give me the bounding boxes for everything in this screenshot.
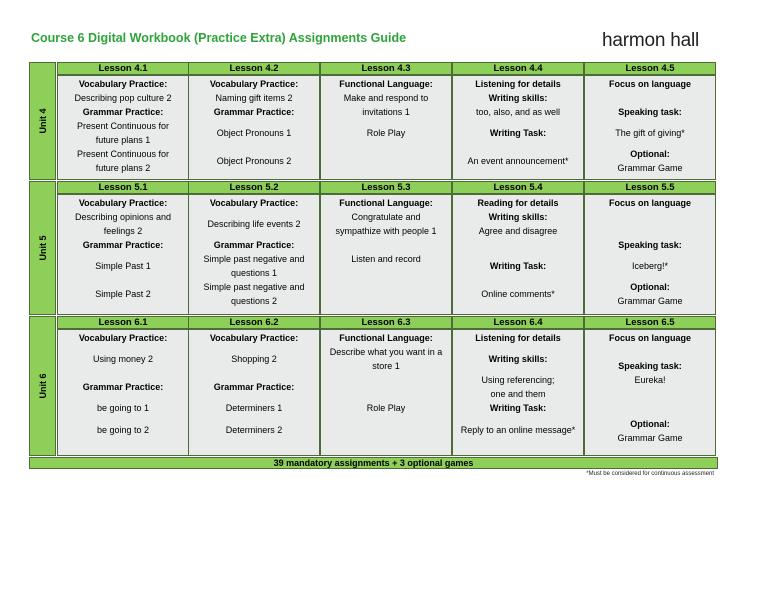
- section-heading: Writing skills:: [488, 212, 548, 222]
- section-heading: Focus on language: [608, 79, 691, 89]
- lesson-header: Lesson 4.5: [584, 62, 716, 75]
- assignment-item: Make and respond to: [343, 93, 429, 103]
- section-heading: Writing skills:: [488, 354, 548, 364]
- assignment-item: Grammar Game: [617, 163, 683, 173]
- lesson-header: Lesson 4.3: [320, 62, 452, 75]
- assignment-item: Simple Past 2: [95, 289, 151, 299]
- assignment-item: sympathize with people 1: [335, 226, 437, 236]
- section-heading: Grammar Practice:: [213, 240, 295, 250]
- assignment-item: Listen and record: [351, 254, 421, 264]
- assignment-item: The gift of giving*: [615, 128, 685, 138]
- lesson-header: Lesson 4.2: [188, 62, 320, 75]
- lesson-header: Lesson 6.3: [320, 316, 452, 329]
- section-heading: Vocabulary Practice:: [209, 198, 299, 208]
- assignment-item: Role Play: [366, 403, 406, 413]
- section-heading: Writing Task:: [489, 128, 547, 138]
- section-heading: Optional:: [630, 149, 670, 159]
- total-assignments-bar: 39 mandatory assignments + 3 optional games: [29, 457, 718, 469]
- assignment-item: Reply to an online message*: [460, 425, 576, 435]
- section-heading: Functional Language:: [339, 198, 433, 208]
- section-heading: Grammar Practice:: [213, 382, 295, 392]
- section-heading: Writing skills:: [488, 93, 548, 103]
- section-heading: Speaking task:: [618, 107, 682, 117]
- section-heading: Functional Language:: [339, 79, 433, 89]
- assignment-item: store 1: [372, 361, 400, 371]
- section-heading: Listening for details: [475, 79, 561, 89]
- lesson-header: Lesson 4.4: [452, 62, 584, 75]
- assignment-item: Online comments*: [481, 289, 555, 299]
- lesson-assignments-cell: [584, 75, 716, 180]
- assignment-item: be going to 2: [96, 425, 150, 435]
- section-heading: Grammar Practice:: [82, 240, 164, 250]
- assignment-item: future plans 1: [95, 135, 151, 145]
- section-heading: Reading for details: [477, 198, 559, 208]
- assignment-item: invitations 1: [362, 107, 410, 117]
- section-heading: Functional Language:: [339, 333, 433, 343]
- assignment-item: Describing life events 2: [207, 219, 301, 229]
- assignment-item: Role Play: [366, 128, 406, 138]
- section-heading: Writing Task:: [489, 261, 547, 271]
- section-heading: Focus on language: [608, 198, 691, 208]
- lesson-assignments-cell: [188, 194, 320, 315]
- section-heading: Grammar Practice:: [82, 107, 164, 117]
- assignment-item: Eureka!: [634, 375, 666, 385]
- lesson-assignments-cell: [452, 75, 584, 180]
- assignment-item: Describing opinions and: [74, 212, 172, 222]
- assignment-item: Shopping 2: [231, 354, 277, 364]
- lesson-header: Lesson 4.1: [57, 62, 189, 75]
- unit-label-text: Unit 5: [37, 235, 48, 261]
- unit-label-text: Unit 4: [37, 108, 48, 134]
- lesson-assignments-cell: [584, 329, 716, 456]
- lesson-assignments-cell: [57, 75, 189, 180]
- lesson-assignments-cell: [188, 75, 320, 180]
- assignment-item: Congratulate and: [351, 212, 421, 222]
- lesson-assignments-cell: [584, 194, 716, 315]
- assignment-item: Iceberg!*: [631, 261, 669, 271]
- lesson-assignments-cell: [320, 194, 452, 315]
- assignment-item: Grammar Game: [617, 433, 683, 443]
- section-heading: Vocabulary Practice:: [209, 333, 299, 343]
- lesson-assignments-cell: [452, 329, 584, 456]
- assignment-item: Using referencing;: [481, 375, 555, 385]
- assignment-item: Simple Past 1: [95, 261, 151, 271]
- lesson-header: Lesson 6.4: [452, 316, 584, 329]
- assignment-item: Naming gift items 2: [215, 93, 293, 103]
- assignment-item: future plans 2: [95, 163, 151, 173]
- section-heading: Optional:: [630, 282, 670, 292]
- section-heading: Speaking task:: [618, 361, 682, 371]
- section-heading: Vocabulary Practice:: [209, 79, 299, 89]
- assignment-item: Using money 2: [92, 354, 154, 364]
- section-heading: Grammar Practice:: [82, 382, 164, 392]
- section-heading: Vocabulary Practice:: [78, 333, 168, 343]
- assignment-item: questions 1: [230, 268, 278, 278]
- lesson-header: Lesson 6.2: [188, 316, 320, 329]
- section-heading: Vocabulary Practice:: [78, 198, 168, 208]
- section-heading: Vocabulary Practice:: [78, 79, 168, 89]
- lesson-header: Lesson 5.4: [452, 181, 584, 194]
- assignment-item: Determiners 1: [225, 403, 283, 413]
- unit-label-text: Unit 6: [37, 373, 48, 399]
- section-heading: Writing Task:: [489, 403, 547, 413]
- lesson-assignments-cell: [452, 194, 584, 315]
- lesson-assignments-cell: [320, 329, 452, 456]
- unit-label: [29, 62, 56, 180]
- lesson-assignments-cell: [188, 329, 320, 456]
- lesson-assignments-cell: [57, 194, 189, 315]
- assignment-item: one and them: [490, 389, 546, 399]
- assignment-item: Determiners 2: [225, 425, 283, 435]
- lesson-assignments-cell: [320, 75, 452, 180]
- assignment-item: Present Continuous for: [76, 121, 170, 131]
- lesson-header: Lesson 6.5: [584, 316, 716, 329]
- section-heading: Listening for details: [475, 333, 561, 343]
- section-heading: Optional:: [630, 419, 670, 429]
- lesson-assignments-cell: [57, 329, 189, 456]
- assignment-item: Grammar Game: [617, 296, 683, 306]
- assignment-item: feelings 2: [103, 226, 143, 236]
- assignment-item: Agree and disagree: [478, 226, 558, 236]
- lesson-header: Lesson 5.5: [584, 181, 716, 194]
- lesson-header: Lesson 5.2: [188, 181, 320, 194]
- lesson-header: Lesson 6.1: [57, 316, 189, 329]
- section-heading: Focus on language: [608, 333, 691, 343]
- assignment-item: Simple past negative and: [203, 254, 305, 264]
- assignment-item: Object Pronouns 2: [216, 156, 292, 166]
- harmon-hall-logo: harmon hall: [602, 30, 700, 51]
- lesson-header: Lesson 5.1: [57, 181, 189, 194]
- lesson-header: Lesson 5.3: [320, 181, 452, 194]
- unit-label: [29, 316, 56, 456]
- assignment-item: too, also, and as well: [475, 107, 561, 117]
- section-heading: Grammar Practice:: [213, 107, 295, 117]
- assignment-item: Describe what you want in a: [329, 347, 443, 357]
- assignment-item: Describing pop culture 2: [74, 93, 172, 103]
- assignment-item: questions 2: [230, 296, 278, 306]
- assignment-item: Simple past negative and: [203, 282, 305, 292]
- assignment-item: Object Pronouns 1: [216, 128, 292, 138]
- section-heading: Speaking task:: [618, 240, 682, 250]
- assessment-footnote: *Must be considered for continuous assessment: [586, 471, 714, 477]
- assignments-table: [29, 62, 718, 456]
- page-title: Course 6 Digital Workbook (Practice Extra) Assignments Guide: [31, 31, 407, 45]
- unit-label: [29, 181, 56, 315]
- assignment-item: Present Continuous for: [76, 149, 170, 159]
- assignment-item: be going to 1: [96, 403, 150, 413]
- assignment-item: An event announcement*: [467, 156, 569, 166]
